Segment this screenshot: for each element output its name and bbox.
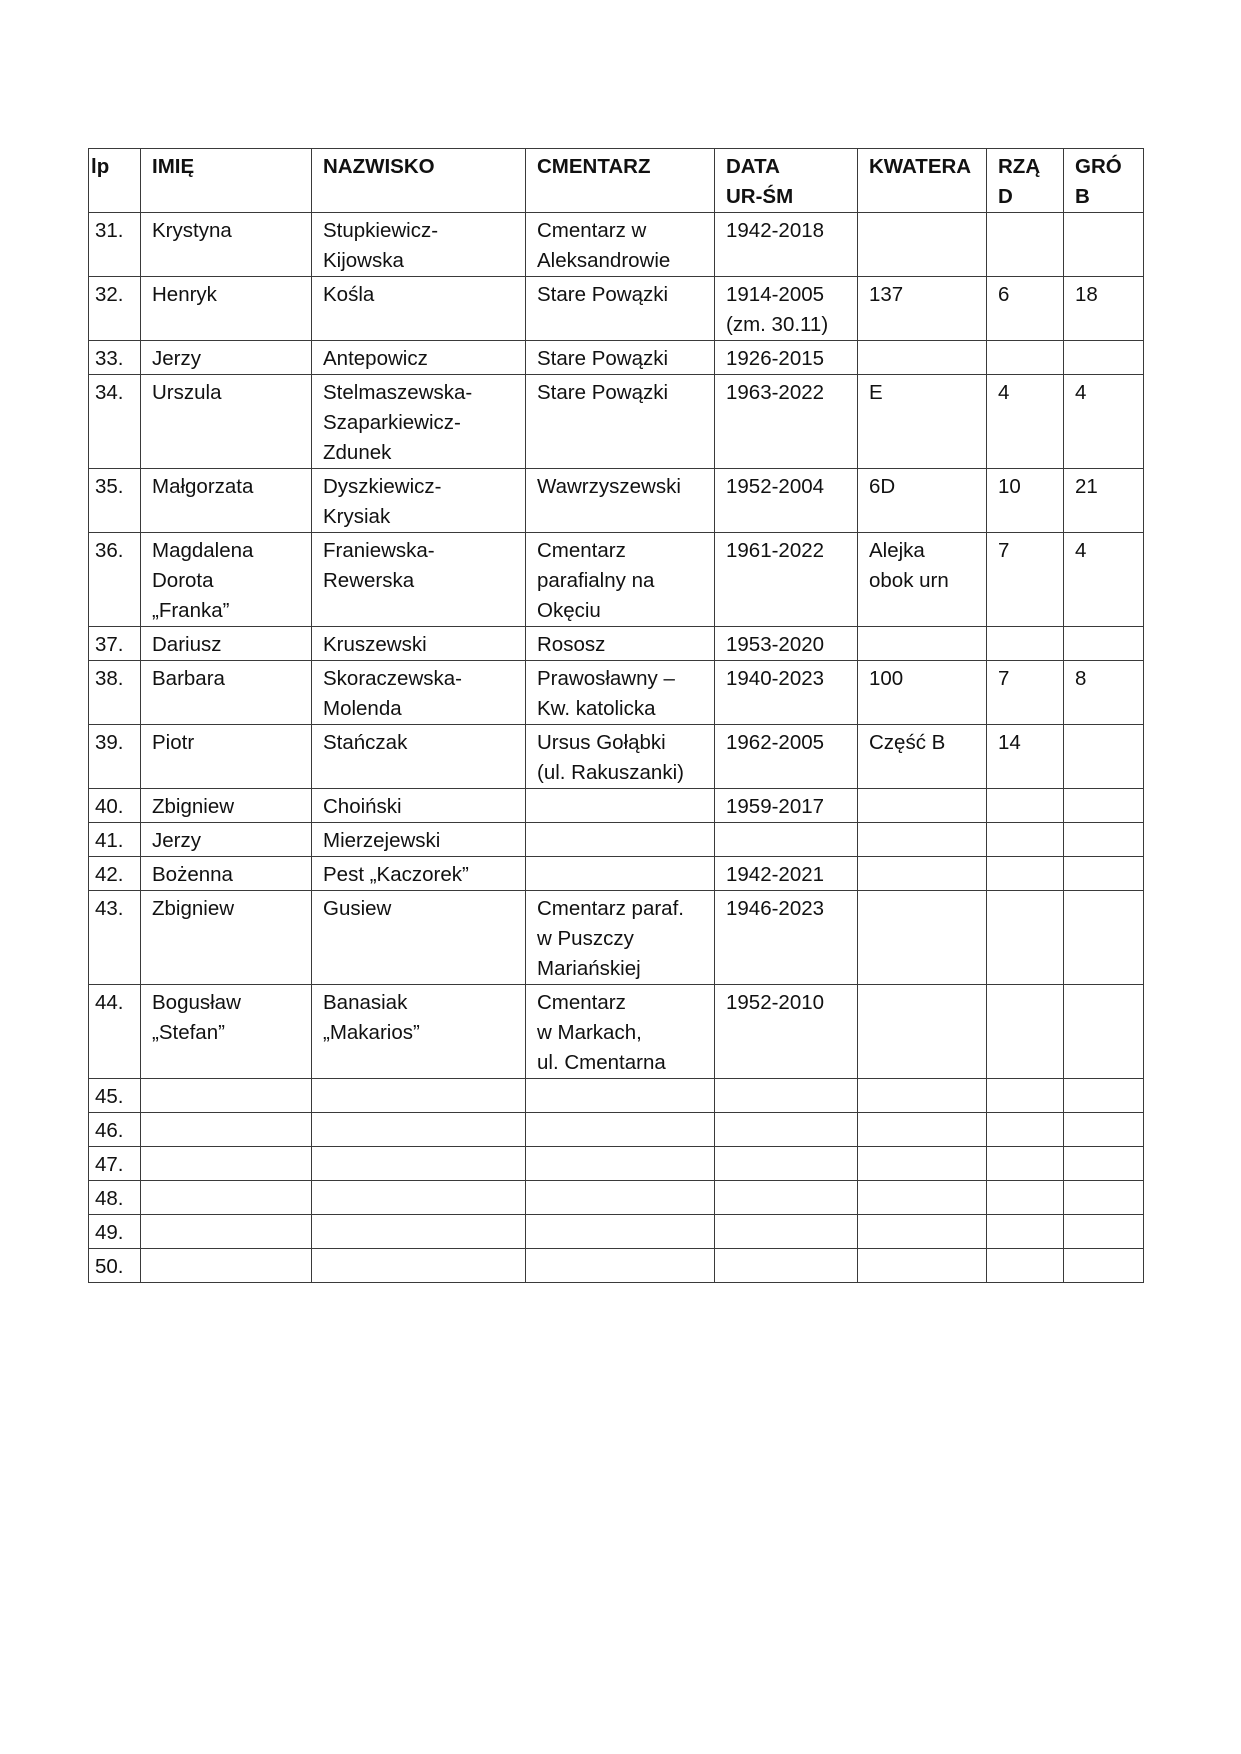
- cell-grob: 8: [1064, 661, 1144, 725]
- cell-nazwisko: Banasiak „Makarios”: [312, 985, 526, 1079]
- cell-lp: 34.: [89, 375, 141, 469]
- cell-rzad: 7: [987, 533, 1064, 627]
- cell-data: [715, 1113, 858, 1147]
- cell-cmentarz: Stare Powązki: [526, 341, 715, 375]
- cell-rzad: [987, 1249, 1064, 1283]
- cell-grob: [1064, 823, 1144, 857]
- cell-imie: [141, 1113, 312, 1147]
- cell-lp: 39.: [89, 725, 141, 789]
- cell-grob: [1064, 789, 1144, 823]
- cell-grob: [1064, 1113, 1144, 1147]
- cell-rzad: [987, 857, 1064, 891]
- cell-data: 1946-2023: [715, 891, 858, 985]
- cell-data: [715, 1215, 858, 1249]
- table-row: [89, 789, 1144, 823]
- cell-kwatera: 6D: [858, 469, 987, 533]
- cell-lp: 46.: [89, 1113, 141, 1147]
- cell-grob: 18: [1064, 277, 1144, 341]
- header-imie: IMIĘ: [141, 149, 312, 213]
- cell-lp: 36.: [89, 533, 141, 627]
- cell-data: [715, 1147, 858, 1181]
- cell-rzad: [987, 891, 1064, 985]
- cell-nazwisko: [312, 1249, 526, 1283]
- cell-kwatera: Część B: [858, 725, 987, 789]
- header-rzad: RZĄ D: [987, 149, 1064, 213]
- cell-kwatera: [858, 1215, 987, 1249]
- cell-kwatera: Alejka obok urn: [858, 533, 987, 627]
- cell-grob: [1064, 341, 1144, 375]
- cell-grob: [1064, 213, 1144, 277]
- cell-grob: [1064, 1249, 1144, 1283]
- cell-grob: [1064, 725, 1144, 789]
- cell-imie: [141, 1147, 312, 1181]
- cell-imie: Małgorzata: [141, 469, 312, 533]
- cell-nazwisko: Stelmaszewska- Szaparkiewicz- Zdunek: [312, 375, 526, 469]
- table-row: [89, 375, 1144, 469]
- cell-nazwisko: [312, 1079, 526, 1113]
- cell-rzad: [987, 1181, 1064, 1215]
- cell-lp: 35.: [89, 469, 141, 533]
- cell-lp: 32.: [89, 277, 141, 341]
- table-body: [89, 213, 1144, 1283]
- cell-data: 1926-2015: [715, 341, 858, 375]
- cell-imie: [141, 1249, 312, 1283]
- cell-data: 1940-2023: [715, 661, 858, 725]
- cell-data: 1942-2021: [715, 857, 858, 891]
- cell-lp: 40.: [89, 789, 141, 823]
- table-row: [89, 1079, 1144, 1113]
- cell-kwatera: [858, 985, 987, 1079]
- cell-imie: Barbara: [141, 661, 312, 725]
- table-row: [89, 341, 1144, 375]
- table-row: [89, 1215, 1144, 1249]
- cell-cmentarz: [526, 1147, 715, 1181]
- cell-rzad: [987, 627, 1064, 661]
- table-row: [89, 1181, 1144, 1215]
- cell-nazwisko: Kruszewski: [312, 627, 526, 661]
- cell-rzad: [987, 1113, 1064, 1147]
- cell-kwatera: [858, 1079, 987, 1113]
- cell-data: 1942-2018: [715, 213, 858, 277]
- cell-data: [715, 1079, 858, 1113]
- cell-imie: Magdalena Dorota „Franka”: [141, 533, 312, 627]
- cell-rzad: [987, 341, 1064, 375]
- table-row: [89, 1147, 1144, 1181]
- cell-lp: 43.: [89, 891, 141, 985]
- cell-lp: 33.: [89, 341, 141, 375]
- cell-rzad: [987, 789, 1064, 823]
- cell-cmentarz: Cmentarz w Markach, ul. Cmentarna: [526, 985, 715, 1079]
- cell-grob: 4: [1064, 533, 1144, 627]
- cell-grob: [1064, 891, 1144, 985]
- cell-imie: Bożenna: [141, 857, 312, 891]
- cell-nazwisko: [312, 1215, 526, 1249]
- cell-cmentarz: [526, 1249, 715, 1283]
- cell-imie: Bogusław „Stefan”: [141, 985, 312, 1079]
- cell-imie: Zbigniew: [141, 891, 312, 985]
- cell-kwatera: 137: [858, 277, 987, 341]
- cell-nazwisko: Antepowicz: [312, 341, 526, 375]
- cell-data: 1914-2005 (zm. 30.11): [715, 277, 858, 341]
- table-row: [89, 277, 1144, 341]
- cell-rzad: [987, 985, 1064, 1079]
- cell-rzad: 6: [987, 277, 1064, 341]
- header-grob: GRÓ B: [1064, 149, 1144, 213]
- cell-cmentarz: Cmentarz w Aleksandrowie: [526, 213, 715, 277]
- cell-lp: 47.: [89, 1147, 141, 1181]
- cell-grob: [1064, 1215, 1144, 1249]
- cell-data: 1952-2004: [715, 469, 858, 533]
- table-row: [89, 891, 1144, 985]
- cell-cmentarz: [526, 1215, 715, 1249]
- table-row: [89, 725, 1144, 789]
- cell-cmentarz: [526, 1181, 715, 1215]
- cell-imie: Dariusz: [141, 627, 312, 661]
- cell-rzad: [987, 1215, 1064, 1249]
- table-row: [89, 985, 1144, 1079]
- cell-lp: 37.: [89, 627, 141, 661]
- cell-nazwisko: Pest „Kaczorek”: [312, 857, 526, 891]
- cell-lp: 45.: [89, 1079, 141, 1113]
- cell-rzad: 7: [987, 661, 1064, 725]
- cell-kwatera: [858, 789, 987, 823]
- table-row: [89, 213, 1144, 277]
- cell-nazwisko: Stupkiewicz- Kijowska: [312, 213, 526, 277]
- cell-nazwisko: Dyszkiewicz- Krysiak: [312, 469, 526, 533]
- cell-nazwisko: Skoraczewska- Molenda: [312, 661, 526, 725]
- cell-cmentarz: Stare Powązki: [526, 277, 715, 341]
- cell-grob: [1064, 857, 1144, 891]
- cell-kwatera: 100: [858, 661, 987, 725]
- cell-data: 1959-2017: [715, 789, 858, 823]
- cell-grob: [1064, 1181, 1144, 1215]
- cell-lp: 38.: [89, 661, 141, 725]
- header-nazwisko: NAZWISKO: [312, 149, 526, 213]
- cell-imie: Jerzy: [141, 823, 312, 857]
- cell-rzad: 14: [987, 725, 1064, 789]
- header-row: [89, 149, 1144, 213]
- header-lp: lp: [89, 149, 141, 213]
- cell-data: 1961-2022: [715, 533, 858, 627]
- cell-data: [715, 823, 858, 857]
- table-row: [89, 857, 1144, 891]
- cell-kwatera: [858, 1249, 987, 1283]
- table-row: [89, 1249, 1144, 1283]
- cell-nazwisko: Kośla: [312, 277, 526, 341]
- cell-data: 1953-2020: [715, 627, 858, 661]
- cell-lp: 48.: [89, 1181, 141, 1215]
- cell-lp: 50.: [89, 1249, 141, 1283]
- burial-records-table: [88, 148, 1144, 1283]
- cell-cmentarz: [526, 823, 715, 857]
- table-row: [89, 661, 1144, 725]
- header-kwatera: KWATERA: [858, 149, 987, 213]
- cell-kwatera: [858, 823, 987, 857]
- cell-kwatera: E: [858, 375, 987, 469]
- cell-nazwisko: Franiewska- Rewerska: [312, 533, 526, 627]
- cell-grob: 4: [1064, 375, 1144, 469]
- cell-kwatera: [858, 1181, 987, 1215]
- cell-rzad: [987, 213, 1064, 277]
- cell-rzad: 10: [987, 469, 1064, 533]
- cell-grob: [1064, 1147, 1144, 1181]
- cell-imie: [141, 1181, 312, 1215]
- cell-grob: [1064, 985, 1144, 1079]
- cell-rzad: [987, 1147, 1064, 1181]
- cell-imie: [141, 1215, 312, 1249]
- cell-kwatera: [858, 213, 987, 277]
- cell-cmentarz: Wawrzyszewski: [526, 469, 715, 533]
- cell-grob: 21: [1064, 469, 1144, 533]
- table-row: [89, 1113, 1144, 1147]
- cell-lp: 42.: [89, 857, 141, 891]
- cell-cmentarz: Rososz: [526, 627, 715, 661]
- cell-lp: 31.: [89, 213, 141, 277]
- cell-cmentarz: Stare Powązki: [526, 375, 715, 469]
- cell-nazwisko: Mierzejewski: [312, 823, 526, 857]
- cell-grob: [1064, 627, 1144, 661]
- cell-imie: Krystyna: [141, 213, 312, 277]
- cell-lp: 49.: [89, 1215, 141, 1249]
- cell-imie: Zbigniew: [141, 789, 312, 823]
- cell-imie: Urszula: [141, 375, 312, 469]
- cell-cmentarz: [526, 857, 715, 891]
- cell-data: 1952-2010: [715, 985, 858, 1079]
- cell-nazwisko: [312, 1181, 526, 1215]
- cell-cmentarz: Ursus Gołąbki (ul. Rakuszanki): [526, 725, 715, 789]
- cell-cmentarz: [526, 1079, 715, 1113]
- header-cmentarz: CMENTARZ: [526, 149, 715, 213]
- cell-kwatera: [858, 857, 987, 891]
- cell-data: [715, 1181, 858, 1215]
- cell-lp: 44.: [89, 985, 141, 1079]
- cell-cmentarz: [526, 789, 715, 823]
- cell-data: 1963-2022: [715, 375, 858, 469]
- cell-imie: Jerzy: [141, 341, 312, 375]
- cell-imie: Henryk: [141, 277, 312, 341]
- cell-nazwisko: [312, 1113, 526, 1147]
- cell-data: 1962-2005: [715, 725, 858, 789]
- cell-imie: Piotr: [141, 725, 312, 789]
- cell-nazwisko: Gusiew: [312, 891, 526, 985]
- header-data: DATA UR-ŚM: [715, 149, 858, 213]
- cell-nazwisko: [312, 1147, 526, 1181]
- cell-imie: [141, 1079, 312, 1113]
- cell-kwatera: [858, 627, 987, 661]
- cell-grob: [1064, 1079, 1144, 1113]
- cell-kwatera: [858, 1147, 987, 1181]
- cell-data: [715, 1249, 858, 1283]
- table-row: [89, 627, 1144, 661]
- cell-cmentarz: Cmentarz parafialny na Okęciu: [526, 533, 715, 627]
- cell-rzad: 4: [987, 375, 1064, 469]
- cell-rzad: [987, 1079, 1064, 1113]
- table-row: [89, 533, 1144, 627]
- cell-nazwisko: Stańczak: [312, 725, 526, 789]
- cell-rzad: [987, 823, 1064, 857]
- table-row: [89, 823, 1144, 857]
- table-row: [89, 469, 1144, 533]
- cell-kwatera: [858, 1113, 987, 1147]
- cell-nazwisko: Choiński: [312, 789, 526, 823]
- cell-cmentarz: Cmentarz paraf. w Puszczy Mariańskiej: [526, 891, 715, 985]
- cell-cmentarz: Prawosławny – Kw. katolicka: [526, 661, 715, 725]
- cell-lp: 41.: [89, 823, 141, 857]
- cell-cmentarz: [526, 1113, 715, 1147]
- cell-kwatera: [858, 891, 987, 985]
- cell-kwatera: [858, 341, 987, 375]
